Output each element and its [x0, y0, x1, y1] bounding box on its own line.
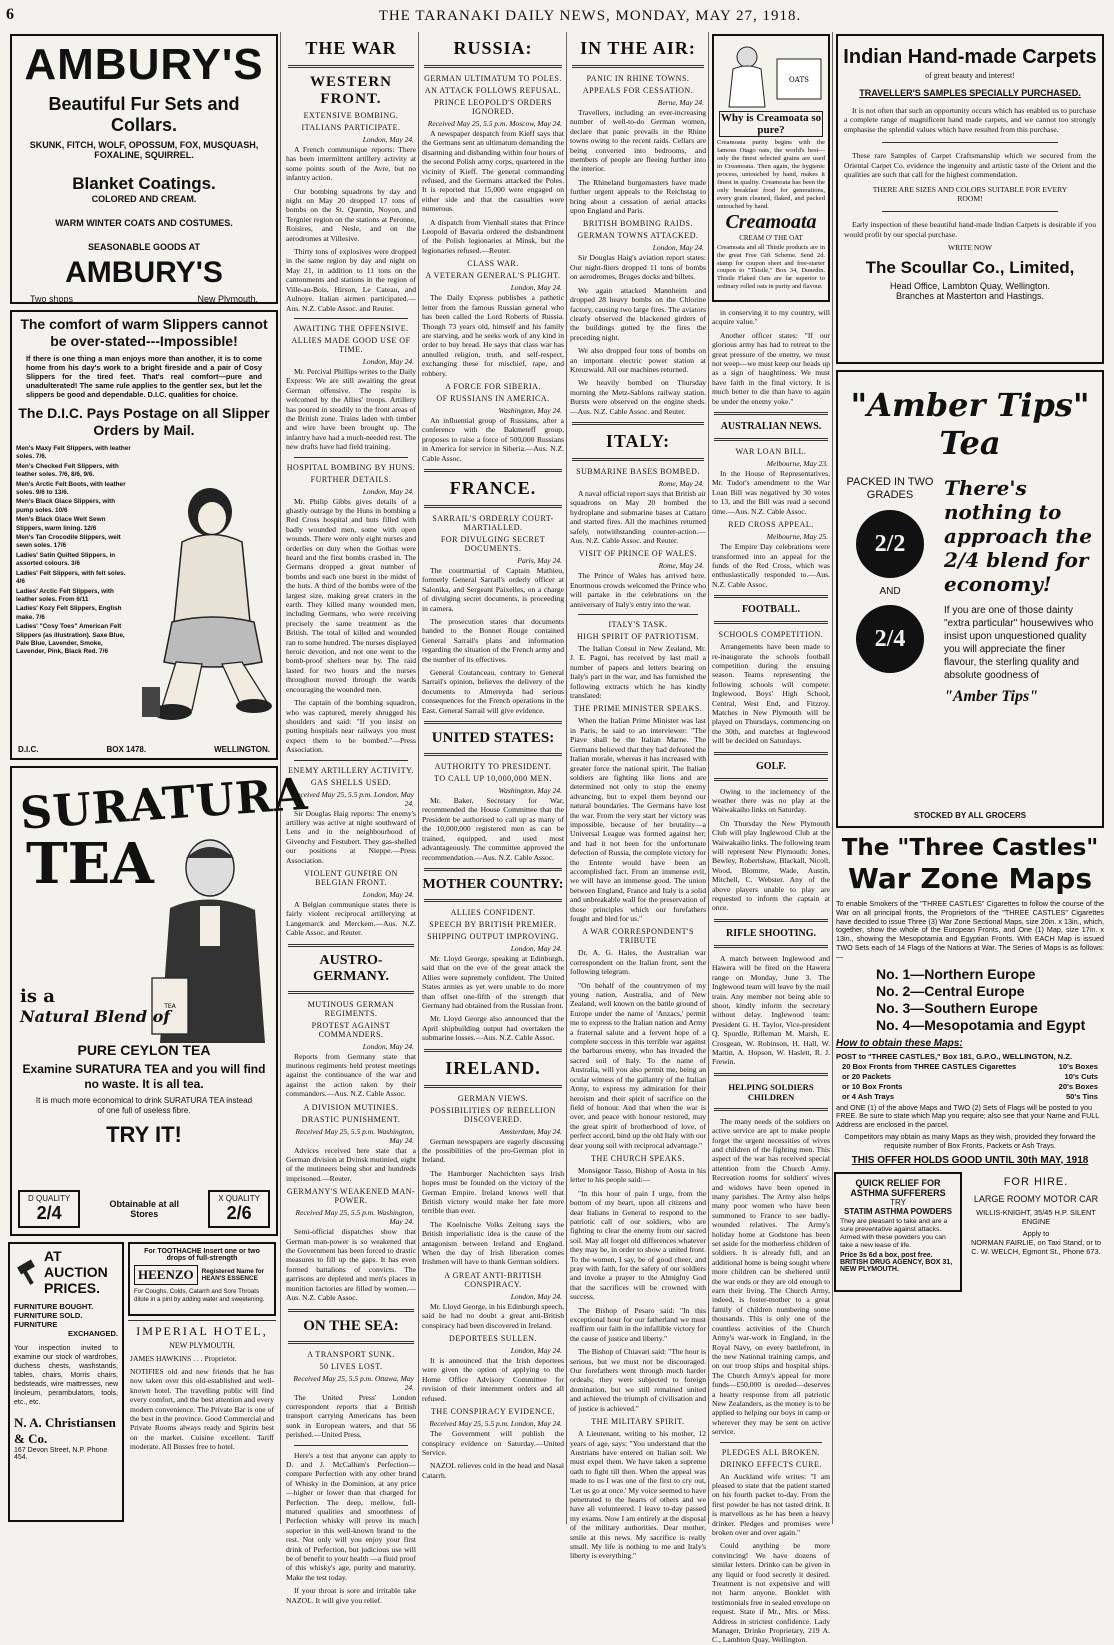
castles-title-1: The "Three Castles" [841, 835, 1099, 861]
castles-row-cell: or 10 Box Fronts [842, 1081, 903, 1091]
hire-title: FOR HIRE. [1003, 1175, 1069, 1188]
subhead: SPEECH BY BRITISH PREMIER. [429, 919, 557, 929]
paragraph: A match between Inglewood and Hawera will be fired on the Hawera range on Monday, June 3. The Inglewood team will leave by the mail train. Any member not being able to shoot, kindly inform the secretary without delay. Inglewood team: President G. H. Taylor, Vice-president Q. Spurdle, Rifleman M. Marsh, E. Crosgean, W. Robinson, H. Hall, W. Martin, A. Hopson, W. Haslett, R. J. Frewin. [712, 953, 830, 1067]
scoullar-branches: Branches at Masterton and Hastings. [895, 291, 1045, 302]
d-quality-label: D QUALITY [28, 1194, 71, 1203]
hotel-name: IMPERIAL HOTEL, [136, 1324, 268, 1338]
section-on-the-sea: ON THE SEA: [303, 1317, 399, 1334]
paragraph: German newspapers are eagerly discussing the possibilities of the pro-German plot in Ireland. [422, 1136, 564, 1165]
paragraph: On Thursday the New Plymouth Club will play Inglewood Club at the Waiwakaiho links. The following team will represent New Plymouth: Jones, Bewley, Robertshaw, Blackall, Nicoll, Wood, Blomme, Wade, Austin, Mitchell, C. Webster. Any of the above players unable to play are requested to inform the captain at once. [712, 818, 830, 913]
scoullar-firm: The Scoullar Co., Limited, [865, 258, 1075, 278]
paragraph: The United Press' London correspondent reports that a British transport carrying Americans has been sunk in European waters, and that 56 perished.—United Press. [286, 1392, 416, 1440]
section-western-front: WESTERN FRONT. [309, 74, 393, 107]
subhead: SCHOOLS COMPETITION. [718, 630, 824, 640]
ambury-ad [10, 34, 278, 304]
suratura-brand: SURATURA [18, 768, 310, 840]
list-item: Men's Black Glace Welt Sewn Slippers, warm lining. 12/6 [16, 516, 106, 532]
asthma-ad [834, 1172, 962, 1292]
masthead [0, 0, 1114, 30]
subhead: GERMANY'S WEAKENED MAN-POWER. [286, 1187, 416, 1206]
section-france: FRANCE. [449, 477, 537, 498]
amber-slogan: There's nothing to approach the 2/4 blend for economy! [944, 476, 1092, 596]
ambury-seasonable: SEASONABLE GOODS AT [87, 242, 200, 252]
amber-packed: PACKED IN TWO GRADES [846, 476, 934, 501]
paragraph: We also dropped four tons of bombs on an important electric power station at Kreuzwald. All our machines returned. [570, 346, 706, 374]
subhead: VISIT OF PRINCE OF WALES. [578, 549, 698, 559]
ambury-blanket: Blanket Coatings. [72, 174, 216, 193]
dateline: Rome, May 24. [658, 478, 704, 488]
castles-row-cell: 20 Box Fronts from THREE CASTLES Cigarettes [842, 1061, 1017, 1071]
paragraph: A dispatch from Vienhall states that Prince Leopold of Bavaria ordered the disbandment of the Polish legionaries at Minsk, but the legionaries refused.—Reuter. [422, 217, 564, 255]
subhead: SARRAIL'S ORDERLY COURT-MARTIALLED. [432, 513, 554, 532]
creamoata-ad [712, 34, 830, 302]
list-item: Ladies' "Cosy Toes" American Felt Slippers (as illustration). Saxe Blue, Pale Blue, Lavender, Smoke, Lavender, Pink, Black Red. 7/6 [16, 623, 125, 656]
carpets-samples: TRAVELLER'S SAMPLES SPECIALLY PURCHASED. [859, 88, 1081, 98]
section-the-war: THE WAR [305, 38, 397, 58]
dateline: London, May 24. [652, 243, 704, 253]
dateline: Paris, May 24. [517, 555, 562, 565]
page-number: 6 [6, 6, 14, 23]
dic-price-list [16, 445, 134, 657]
subhead: MUTINOUS GERMAN REGIMENTS. [307, 999, 395, 1018]
section-austro-germany: AUSTRO-GERMANY. [312, 952, 390, 984]
paragraph: Mr. Lloyd George, speaking at Edinburgh, said that on the eve of the great attack the Allies were supremely confident. The United States armies as yet were unable to do more than offset one-fifth of the strength that Germany had obtained from the Russian front. [422, 953, 564, 1010]
auction-ad [8, 1242, 124, 1522]
creamoata-tagline: CREAM O' THE OAT [739, 234, 803, 242]
paragraph: The prosecution states that documents handed to the Bonnet Rouge contained General Sarrail's plans and information regarding the situation of the French army and the number of its effectives. [422, 617, 564, 664]
dateline: Melbourne, May 23. [766, 459, 828, 469]
subhead: GERMAN ULTIMATUM TO POLES. [424, 74, 562, 83]
table-row [842, 1072, 1098, 1081]
creamoata-brand: Creamoata [725, 211, 817, 233]
subhead: HIGH SPIRIT OF PATRIOTISM. [577, 632, 699, 642]
paragraph: When the Italian Prime Minister was last in Paris, he said to an interviewer: "The Piave shall be the Italian Marne. The Germans believed that they had defeated the Italian morale, whereas it has increased with greater force the national spirit. The Italian soldiers are fighting like lions and are determined not only to stop the enemy advancing, but to expel them beyond our natural boundaries. The Germans have lost the war. From the very start her victory was impossible, because of her brutality—a Universal League was formed against her; and had it not been for the unfortunate defection of Russia, the complete victory for the Entente would have been an accomplished fact. From an immense evil, we will have an immense good. The union between England, France and Italy is a solid and unbreakable wall for the preservation of those principles which our forefathers fought and bled for us." [570, 716, 706, 923]
subhead: ENEMY ARTILLERY ACTIVITY. [288, 765, 414, 775]
dateline: London, May 24. [362, 889, 414, 899]
x-quality-price: 2/6 [226, 1203, 252, 1223]
suratura-pure: PURE CEYLON TEA [77, 1042, 211, 1058]
carpets-paragraph-2: These rare Samples of Carpet Craftsmanship which we secured from the Oriental Carpet Co. evidence the ingenuity and artistic taste of the Orient and the qualities are such that call for the highest commendation. [844, 151, 1096, 180]
hire-apply: Apply to [1022, 1228, 1050, 1238]
paragraph: NAZOL relieves cold in the head and Nasal Catarrh. [422, 1461, 564, 1480]
dateline: London, May 24. [362, 1041, 414, 1051]
paragraph: "In this hour of pain I urge, from the bottom of my heart, upon all citizens and dear Italians in General to respond to the patriotic call of our soldiers, who are fighting to clear the enemy from our sacred soil. May all forget old differences whatever they may be, in order to show a united front. To the women, I say, be of good cheer, and pray with faith, for the safety of our soldiers and invoke a prayer to the Almighty God that the sacrifices will be crowned with success. [570, 1188, 706, 1302]
paragraph: It is announced that the Irish deportees were given the option of applying to the Home Office Advisory Committee for revision of their internment orders and all refused. [422, 1356, 564, 1403]
castles-row-cell: 10's Boxes [1058, 1061, 1098, 1071]
column-russia [420, 32, 567, 1524]
castles-row-cell: 20's Boxes [1058, 1081, 1098, 1091]
ambury-fur-types: SKUNK, FITCH, WOLF, OPOSSUM, FOX, MUSQUASH, FOXALINE, SQUIRREL. [29, 140, 259, 160]
dateline: Received May 25, 5.5 p.m. Ottawa, May 24. [293, 1373, 414, 1392]
subhead: FURTHER DETAILS. [310, 474, 392, 484]
subhead: PRINCE LEOPOLD'S ORDERS IGNORED. [434, 98, 552, 116]
list-item: Men's Checked Felt Slippers, with leather soles. 7/6, 8/6, 9/6. [16, 462, 119, 479]
paragraph: If your throat is sore and irritable take NAZOL. It will give you relief. [286, 1586, 416, 1605]
suratura-tea-ad [10, 766, 310, 1236]
hire-alt: C. W. WELCH, Egmont St., Phone 673. [971, 1246, 1101, 1256]
paragraph: Arrangements have been made to re-inaugurate the schools football competition during the ensuing season. Teams representing the following schools will compete: Inglewood, Boys' High School, Central, West End, and Fitzroy. Matches in New Plymouth will be played on Thursdays, commencing on the 30th, and matches at Inglewood will be decided on Saturdays. [712, 642, 830, 746]
column-adverts-left [8, 32, 310, 1524]
dateline: London, May 24. [510, 1291, 562, 1301]
dateline: Amsterdam, May 24. [499, 1126, 562, 1136]
ambury-name-bottom: AMBURY'S [65, 256, 223, 289]
subhead: GAS SHELLS USED. [310, 777, 392, 787]
asthma-agent: BRITISH DRUG AGENCY, BOX 31, NEW PLYMOUTH. [840, 1258, 953, 1273]
castles-post: POST to "THREE CASTLES," Box 181, G.P.O., WELLINGTON, N.Z. [836, 1051, 1073, 1061]
paragraph: The courtmartial of Captain Mathieu, formerly General Sarrail's orderly officer at Salonika, and Sergeant Paixelles, on a charge of divulging secret documents, is proceeding in camera. [422, 565, 564, 613]
paragraph: The Rhineland burgomasters have made further urgent appeals to the Reichstag to bring about a cessation of aerial attacks upon England and Paris. [570, 177, 706, 216]
column-news-right [710, 32, 833, 1645]
paragraph: The many needs of the soldiers on active service are apt to make people forget the urgent necessities of wives and children of the fighting men. This aspect of the war has received special attention from the Church Army. Recreation rooms for soldiers' wives and widows have been opened in many parishes. The Army also helps many poor women who have been summoned to France to see badly-wounded relatives. The Army's holiday home at Godstone has been set aside for the motherless children of soldiers. It is already full, and an additional home is being sought where more children can be sheltered until the war ends or they are old enough to earn their living. The Church Army, indeed, is foster-mother to a great family of children numbering some thousands. This is only one of the countless activities of the Church Army's war-work in England, in the Royal Navy, on every battlefront, in the new National training camps, and on our troop ships and hospital ships. The Church Army's appeal for more funds—£50,000 is needed—deserves a hearty response from all patriotic New Zealanders, as the money is to be applied to helping our boys in camp or wherever they may be sent on active service. [712, 1116, 830, 1437]
subhead: ITALY'S TASK. [608, 620, 668, 630]
paragraph: Mr. Lloyd George also announced that the April shipbuilding output had overtaken the submarine losses.—Aus. N.Z. Cable Assoc. [422, 1014, 564, 1043]
column-adverts-right [834, 32, 1106, 1524]
svg-text:OATS: OATS [789, 76, 809, 84]
section-mother-country: MOTHER COUNTRY: [422, 876, 564, 892]
castles-title-2: War Zone Maps [847, 862, 1092, 895]
dateline: London, May 24. [362, 135, 414, 144]
paragraph: The Bishop of Pesaro said: "In this exceptional hour for our fatherland we must reaffirm our faith in the infallible victory for the cause of justice and liberty." [570, 1305, 706, 1343]
auction-bought: FURNITURE BOUGHT. [14, 1302, 94, 1311]
subhead: ALLIES CONFIDENT. [450, 907, 536, 917]
newspaper-title: THE TARANAKI DAILY NEWS, MONDAY, MAY 27, 1918. [378, 8, 802, 24]
paragraph: in conserving it to my country, will acquire value." [712, 308, 830, 327]
table-row [842, 1092, 1098, 1101]
hotel-proprietor: JAMES HAWKINS . . . Proprietor. [130, 1354, 237, 1363]
paragraph: The Italian Consul in New Zealand, Mr. J. E. Pagni, has received by last mail a number of papers and letters bearing on Italy's part in the war, and has furnished the following extracts which he has kindly translated: [570, 644, 706, 701]
subhead: THE CHURCH SPEAKS. [591, 1153, 685, 1163]
subhead: WAR LOAN BILL. [735, 447, 807, 457]
table-row [842, 1062, 1098, 1071]
heenzo-top: For TOOTHACHE Insert one or two drops of full-strength [144, 1248, 260, 1262]
list-item: Ladies' Arctic Felt Slippers, with leather soles. From 6/11 [16, 587, 114, 603]
x-quality-label: X QUALITY [218, 1194, 260, 1203]
ambury-two-shops: Two shops [30, 294, 74, 304]
paragraph: The Hamburger Nachrichten says Irish hopes must be founded on the victory of the German Empire. Ireland knows well that British victory would make her fate more terrible than ever. [422, 1168, 564, 1216]
dateline: Melbourne, May 25. [766, 532, 828, 542]
dateline: London, May 24. [510, 1346, 562, 1356]
paragraph: Another officer states: "If our glorious army has had to retreat to the great pressure of the enemy, we must not weep—we must keep our heads up as a sign of haughtiness. We must have faith in the final victory. It is much better to die than have to again be under the enemy yoke." [712, 330, 830, 406]
auction-sold: FURNITURE SOLD. [14, 1311, 83, 1320]
paragraph: Sir Douglas Haig's aviation report states: Our night-fliers dropped 11 tons of bombs on aerodromes, Bruges docks and billets. [570, 253, 706, 282]
paragraph: Dr. A. G. Hales, the Australian war correspondent on the Italian front, sent the following telegram. [570, 948, 706, 977]
three-castles-ad [836, 834, 1104, 1166]
castles-row-cell: 50's Tins [1065, 1091, 1098, 1101]
creamoata-footer: Creamoata and all Thistle products are in the great Free Gift Scheme. Send 2d. stamp for coupon sheet and free-starter coupon to "Thistle," Box 34, Dunedin. Thistle Flaked Oats are far superior to ordinary rolled oats in purity and flavour. [717, 244, 825, 290]
castles-map-3: No. 3—Southern Europe [876, 999, 1038, 1016]
paragraph: Mr. Baker, Secretary for War, recommended the House Committee that the President be authorised to call up as many of the 10,000,000 registered men as can be trained, equipped, and used most advantageously. The committee approved the recommendation.—Aus. N.Z. Cable Assoc. [422, 796, 564, 862]
asthma-product: STATIM ASTHMA POWDERS [844, 1206, 952, 1216]
auction-hammer-icon [14, 1257, 44, 1287]
scoullar-head-office: Head Office, Lambton Quay, Wellington. [889, 281, 1051, 292]
dateline: Berne, May 24. [657, 98, 704, 107]
subhead: A TRANSPORT SUNK. [307, 1349, 395, 1359]
subhead: OF RUSSIANS IN AMERICA. [436, 393, 550, 403]
subhead: THE PRIME MINISTER SPEAKS. [573, 704, 703, 714]
dic-intro: If there is one thing a man enjoys more than another, it is to come home from his day's work to a bright fireside and a pair of Cosy Slippers for the tired feet. That's real comfort—pure and unadulterated! The same rule applies to the gentler sex, but let the slippers be good and dependable. D.I.C. qualities for choice. [26, 354, 262, 399]
dic-postage: The D.I.C. Pays Postage on all Slipper Orders by Mail. [18, 405, 270, 438]
hire-model: WILLIS-KNIGHT, 35/45 H.P. SILENT ENGINE [976, 1207, 1096, 1226]
subhead: DEPORTEES SULLEN. [448, 1334, 538, 1344]
section-football: FOOTBALL. [741, 604, 801, 616]
paragraph: Travellers, including an ever-increasing number of well-to-do German women, declare that panic prevails in the Rhine towns owing to the recent raids. Cellars are being converted into bedrooms, and members of people are fleeing further into the interior. [570, 108, 706, 174]
subhead: AUTHORITY TO PRESIDENT. [434, 762, 552, 772]
ambury-fur-sets: Beautiful Fur Sets and Collars. [48, 94, 240, 135]
obtainable-label: Obtainable at all Stores [109, 1199, 179, 1219]
dateline: Received May 25, 5.5 p.m. London, May 24. [292, 789, 414, 808]
paragraph: The captain of the bombing squadron, who was captured, merely shrugged his shoulders and said: "If you insist on putting hospitals near railways you must expect them to be bombed."—Press Association. [286, 698, 416, 755]
section-italy: ITALY: [605, 430, 671, 451]
amber-and: AND [879, 586, 901, 597]
dateline: Received May 25, 5.5 p.m. Moscow, May 24. [427, 119, 562, 128]
subhead: THE MILITARY SPIRIT. [591, 1417, 685, 1427]
paragraph: Could anything be more convincing! We have dozens of similar letters. Drinko can be given in any liquid or food secretly it desired. Treatment is not expensive and will not harm anyone. Booklet with testimonials free in sealed envelope on request. State if Mr., Mrs. or Miss. Address in strictest confidence. Lady Manager, Drinko Proprietary, 219 A. C., Lambton Quay, Wellington. [712, 1541, 830, 1645]
cook-with-pot-illustration [717, 39, 827, 109]
subhead: 50 LIVES LOST. [319, 1361, 383, 1371]
asthma-try: TRY [890, 1197, 906, 1207]
dateline: Received May 25, 5.5 p.m. Washington, May 24. [295, 1208, 414, 1227]
paragraph: A newspaper despatch from Kieff says that the Germans sent an ultimatum demanding the disarming and disbanding within four hours of the second Polish army corps, quartered in the vicinity of Kieff. The general commanding refused, and the Germans attacked the Poles. It is reported that 15,000 were engaged on either side and that the casualties were numerous. [422, 129, 564, 214]
carpets-write-now: WRITE NOW [947, 243, 993, 253]
hire-name: NORMAN FAIRLIE, on Taxi Stand, or to [970, 1237, 1102, 1247]
amber-price-2: 2/4 [856, 605, 924, 673]
auction-headline: AT AUCTION PRICES. [44, 1248, 108, 1296]
dateline: London, May 24. [510, 943, 562, 953]
dic-headline: The comfort of warm Slippers cannot be over-stated---Impossible! [20, 316, 268, 349]
castles-flags: and ONE (1) of the above Maps and TWO (2) Sets of Flags will be posted to you FREE. Be sure to state which Map you require; also see that your Name and FULL Address are enclosed in the parcel. [836, 1102, 1100, 1130]
carpets-title: Indian Hand-made Carpets [843, 46, 1097, 68]
dic-slippers-ad [10, 310, 278, 760]
subhead: EXTENSIVE BOMBING. [303, 111, 399, 120]
carpets-subtitle: of great beauty and interest! [925, 71, 1015, 80]
suratura-blend: Natural Blend of [20, 1007, 171, 1026]
suratura-economy: It is much more economical to drink SURATURA TEA instead of one full of useless fibre. [35, 1096, 253, 1115]
dic-footer-box: BOX 1478. [106, 745, 147, 754]
section-helping-soldiers: HELPING SOLDIERS CHILDREN [728, 1081, 814, 1102]
carpets-sizes: THERE ARE SIZES AND COLORS SUITABLE FOR EVERY ROOM! [872, 185, 1068, 204]
subhead: AN ATTACK FOLLOWS REFUSAL. [424, 86, 562, 95]
subhead: A DIVISION MUTINIES. [303, 1102, 399, 1112]
auction-furniture: FURNITURE [14, 1320, 58, 1329]
d-quality-price: 2/4 [36, 1203, 62, 1223]
subhead: CLASS WAR. [467, 259, 519, 269]
section-in-the-air: IN THE AIR: [580, 38, 696, 58]
castles-how: How to obtain these Maps: [836, 1037, 963, 1049]
castles-row-cell: 10's Cuts [1064, 1071, 1098, 1081]
section-russia: RUSSIA: [453, 38, 533, 58]
subhead: ITALIANS PARTICIPATE. [301, 123, 401, 132]
ambury-colored: COLORED AND CREAM. [91, 194, 197, 204]
hotel-body: NOTIFIES old and new friends that he has now taken over this old-established and well-known hotel. The travelling public will find every comfort, and the best attention and every modern convenience. The Private Bar is one of the best in the province. Good Commercial and Private Rooms always ready and Spirits best on the market. Cuisine excellent. Tariff moderate. All Busses free to hotel. [130, 1367, 274, 1452]
castles-body: To enable Smokers of the "THREE CASTLES" Cigarettes to follow the course of the War on all principal fronts, the Proprietors of the "THREE CASTLES" Cigarettes have decided to issue Three (3) War Zone Sectional Maps, size 20in. x 13in., which, together, show the whole of the European Fronts, and One (1) Map, size 17in. x 13in., showing the Mesopotamia and Egyptian Fronts. With EACH Map is issued TWO Sets each of 14 Flags of the Nations at War. The Series of Maps is as follows:— [836, 899, 1104, 961]
paragraph: Owing to the inclemency of the weather there was no play at the Waiwakaiho links on Saturday. [712, 786, 830, 815]
subhead: PLEDGES ALL BROKEN. [721, 1447, 821, 1457]
section-golf: GOLF. [756, 760, 786, 772]
ambury-location: New Plymouth. [197, 294, 258, 304]
paragraph: Thirty tons of explosives were dropped in the same region by day and night on May 21, in addition to 11 tons on the cantonments and stations in the region of Ville-au-Bois, Hirson, Le Cateau, and Aulnoye. Italian airmen participated.—Aus. N.Z. Cable Assoc. and Reuter. [286, 247, 416, 313]
paragraph: An Auckland wife writes: "I am pleased to state that the patient started on his fourth packet to-day. From the first powder he has not tasted drink. It is marvellous as he has been a heavy drinker. Pledges and promises were broken over and over again." [712, 1471, 830, 1537]
subhead: APPEALS FOR CESSATION. [582, 86, 694, 95]
column-the-war [284, 32, 419, 1605]
paragraph: Mr. Philip Gibbs gives details of a ghastly outrage by the Huns in bombing a Red Cross hospital and huts filled with badly wounded men, some with open wounds. There were only eight nurses and orderlies on duty when the Gothas were heard and the first bombs crashed in. The Germans dropped a great number of bombs and each one burst in the midst of the huts. A third of the bombs were of the largest size, making great craters in the earth. They killed many wounded men, including Germans, who were receiving precisely the same treatment as the British. The total of killed and wounded ran to some hundred. The nurses displayed heroic devotion, and not one went to the bomb-proof shelters near by. The raid lasted for two hours and the nurses throughout moved through the wards encouraging the wounded men. [286, 496, 416, 694]
subhead: A VETERAN GENERAL'S PLIGHT. [425, 271, 561, 281]
paragraph: In the House of Representatives, Mr. Tudor's amendment to the War Loan Bill was negatived by 30 votes to 13, and the Bill was read a second time.—Aus. N.Z. Cable Assoc. [712, 469, 830, 516]
paragraph: A Belgian communique states there is fairly violent reciprocal artillerying at Langemarck and Merckem.—Aus. N.Z. Cable Assoc. and Reuter. [286, 899, 416, 938]
castles-map-4: No. 4—Mesopotamia and Egypt [876, 1016, 1086, 1033]
amber-tips-ad [836, 370, 1104, 828]
subhead: VIOLENT GUNFIRE ON BELGIAN FRONT. [304, 868, 398, 887]
paragraph: A French communique reports: There has been intermittent artillery activity at some points south of the Avre, but no infantry action. [286, 145, 416, 183]
paragraph: The Prince of Wales has arrived here. Enormous crowds welcomed the Prince who will partake in the celebrations on the anniversary of Italy's entry into the war. [570, 571, 706, 609]
paragraph: We heavily bombed on Thursday morning the Metz-Sablons railway station. Bursts were observed on the engine sheds.—Aus. N.Z. Cable Assoc. and Reuter. [570, 378, 706, 416]
list-item: Men's Black Glace Slippers, with pump soles. 10/6 [16, 498, 116, 514]
asthma-body: They are pleasant to take and are a sure preventative against attacks. Armed with these powders you can take a new lease of life. [840, 1217, 948, 1249]
subhead: RED CROSS APPEAL. [728, 520, 814, 530]
heenzo-body: For Coughs, Colds, Catarrh and Sore Throats dilute in a pint by adding water and sweetening. [134, 1288, 265, 1303]
section-rifle-shooting: RIFLE SHOOTING. [725, 927, 817, 939]
suratura-isa: is a [20, 986, 55, 1007]
subhead: AWAITING THE OFFENSIVE. [293, 323, 409, 333]
creamoata-body: Creamoata purity begins with the famous Otago oats, the world's best—only the finest selected grains are used in Creamoata. Then again, the hygienic process, untouched by hand, makes it finest in quality. Creamoata has been the only breakfast food for generations, every grain cleaned, flaked, and packed untouched by hand. [717, 139, 825, 210]
paragraph: A naval official report says that British air squadrons on May 20 bombed the hydroplane and submarine bases at Cattaro and started fires. All the machines returned safely, notwithstanding counter-action.—Aus. N.Z. Cable Assoc. and Reuter. [570, 488, 706, 545]
paragraph: Semi-official dispatches show that German man-power is so weakened that the Government has been forced to drastic measures to fill up the gaps. It has even formed battalions of convicts. The garrisons are depleted and men's places in munition factories are filled by women.—Aus. N.Z. Cable Assoc. [286, 1227, 416, 1303]
paragraph: Here's a test that anyone can apply to D. and J. McCallum's Perfection—compare Perfection with any other brand of Whisky in the Dominion, at any price —higher or lower than that charged for Perfection. The deep, mellow, full-matured qualities and smoothness of Perfection whisky will prove its much superior in this well-known brand to the rest. Not only will you enjoy your first drink of Perfection, but judicious use will be of benefit to your health —a fluid proof of this whisky's age, purity and maturity. Make the test today. [286, 1450, 416, 1582]
subhead: FOR DIVULGING SECRET DOCUMENTS. [440, 534, 546, 553]
subhead: GERMAN VIEWS. [457, 1093, 529, 1103]
list-item: Men's Tan Crocodile Slippers, welt sewn soles. 17/6 [16, 534, 121, 550]
paragraph: An influential group of Russians, after a conference with the Bakmeteff group, proposes to raise a force of 500,000 Russians in America for service in Siberia.—Aus. N.Z. Cable Assoc. [422, 415, 564, 463]
dic-footer-name: D.I.C. [18, 745, 39, 754]
ambury-name: AMBURY'S [24, 40, 264, 89]
amber-tips-brand: "Amber Tips" Tea [850, 386, 1090, 462]
subhead: THE CONSPIRACY EVIDENCE. [431, 1407, 555, 1417]
amber-stocked: STOCKED BY ALL GROCERS [913, 811, 1027, 820]
carpets-ad [836, 34, 1104, 364]
subhead: SUBMARINE BASES BOMBED. [576, 466, 700, 476]
paragraph: Our bombing squadrons by day and night on May 20 dropped 17 tons of bombs on the St. Quentin, Noyon, and Tergnier region on the stations at Peronne, Roisires, and Nesle, and on the aerodromes at Villesive. [286, 186, 416, 243]
paragraph: The Koelnische Volks Zeitung says the British imperialistic idea is the cause of the antagonism between Ireland and England. When the day of Irish liberation comes Irishmen will have to thank German soldiers. [422, 1219, 564, 1267]
list-item: Ladies' Kozy Felt Slippers, English make. 7/6 [16, 605, 122, 621]
subhead: GERMAN TOWNS ATTACKED. [577, 231, 699, 241]
castles-map-1: No. 1—Northern Europe [876, 965, 1036, 982]
dateline: Received May 25, 5.5 p.m. London, May 24. [429, 1419, 562, 1429]
subhead: DRINKO EFFECTS CURE. [720, 1459, 822, 1469]
dateline: London, May 24. [362, 486, 414, 496]
amber-price-1: 2/2 [856, 510, 924, 578]
carpets-paragraph-3: Early inspection of these beautiful hand-made Indian Carpets is desirable if you would profit by our special purchase. [844, 220, 1096, 239]
section-australian-news: AUSTRALIAN NEWS. [720, 421, 822, 433]
creamoata-question: Why is Creamoata so pure? [720, 112, 822, 136]
subhead: DRASTIC PUNISHMENT. [301, 1114, 401, 1124]
list-item: Men's Arctic Felt Boots, with leather soles. 9/6 to 13/6. [16, 480, 126, 497]
subhead: SHIPPING OUTPUT IMPROVING. [427, 931, 559, 941]
dateline: London, May 24. [510, 283, 562, 293]
asthma-price: Price 3s 6d a box, post free. [840, 1251, 933, 1259]
subhead: A WAR CORRESPONDENT'S TRIBUTE [582, 927, 694, 946]
subhead: TO CALL UP 10,000,000 MEN. [434, 774, 552, 784]
paragraph: General Coutanceau, contrary to General Sarrail's opinion, believes the delivery of the documents to Almereyda had serious consequences for the French operations in the East. General Sarrail will give evidence. [422, 668, 564, 715]
asthma-title: QUICK RELIEF FOR ASTHMA SUFFERERS [850, 1177, 946, 1198]
section-united-states: UNITED STATES: [431, 730, 555, 747]
subhead: A FORCE FOR SIBERIA. [445, 381, 541, 391]
castles-row-cell: or 20 Packets [842, 1071, 891, 1081]
subhead: HOSPITAL BOMBING BY HUNS. [286, 462, 416, 472]
dateline: Washington, May 24. [498, 405, 562, 415]
paragraph: Mr. Lloyd George, in his Edinburgh speech, said he had no doubt a great anti-British conspiracy had been discovered in Ireland. [422, 1301, 564, 1330]
heenzo-registered: Registered Name for HEAN'S ESSENCE [201, 1268, 265, 1282]
dateline: Received May 25, 5.5 p.m. Washington, May 24. [295, 1126, 414, 1145]
for-hire-ad [966, 1172, 1106, 1292]
list-item: Ladies' Felt Slippers, with felt soles. 4/6 [16, 569, 126, 586]
list-item: Ladies' Satin Quilted Slippers, in assorted colours. 3/6 [16, 551, 116, 568]
subhead: ALLIES MADE GOOD USE OF TIME. [291, 335, 411, 354]
section-ireland: IRELAND. [445, 1057, 541, 1078]
castles-row-cell: or 4 Ash Trays [842, 1091, 895, 1101]
amber-name: "Amber Tips" [944, 688, 1039, 705]
castles-map-2: No. 2—Central Europe [876, 982, 1025, 999]
paragraph: Sir Douglas Haig reports: The enemy's artillery was active at night southward of Lens and in the neighbourhood of Givenchy and Festubert. They gas-shelled our positions at Nieppe.—Press Association. [286, 808, 416, 865]
table-row [842, 1082, 1098, 1091]
paragraph: The Government will publish the conspiracy evidence on Saturday.—United Service. [422, 1429, 564, 1457]
paragraph: The Empire Day celebrations were transformed into an appeal for the funds of the Red Cross, which was enthusiastically responded to.—Aus. N.Z. Cable Assoc. [712, 542, 830, 589]
dateline: London, May 24. [362, 356, 414, 366]
suratura-examine: Examine SURATURA TEA and you will find no waste. It is all tea. [22, 1062, 266, 1091]
lady-in-slippers-illustration [142, 472, 272, 732]
auction-firm: N. A. Christiansen & Co. [14, 1415, 116, 1446]
hire-car: LARGE ROOMY MOTOR CAR [973, 1193, 1099, 1204]
castles-competitors: Competitors may obtain as many Maps as they wish, provided they forward the requisite number of Box Fronts, Packets or Ash Trays. [844, 1131, 1096, 1150]
paragraph: We again attacked Mannheim and dropped 28 heavy bombs on the Chlorine factory, causing two large fires. The aviators clearly observed the blackened girders of the buildings gutted by the fires the preceding night. [570, 285, 706, 342]
dateline: Rome, May 24. [658, 561, 704, 571]
dateline: Washington, May 24. [498, 786, 562, 796]
paragraph: Advices received here state that a German division at Dvinsk mutinied, eight of the mutineers being shot and hundreds imprisoned.—Reuter. [286, 1145, 416, 1183]
heenzo-ad [128, 1242, 276, 1316]
column-in-the-air [568, 32, 709, 1561]
ambury-winter: WARM WINTER COATS AND COSTUMES. [55, 218, 233, 228]
hotel-town: NEW PLYMOUTH. [169, 1341, 235, 1350]
carpets-paragraph-1: It is not often that such an opportunity occurs which has enabled us to purchase a complete range of magnificent hand made carpets, and we cannot too strongly emphasise the splendid values which have resulted from this purchase. [844, 106, 1096, 134]
subhead: PROTEST AGAINST COMMANDERS. [311, 1020, 391, 1039]
heenzo-brand: HEENZO [134, 1265, 198, 1285]
subhead: POSSIBILITIES OF REBELLION DISCOVERED. [430, 1105, 556, 1124]
imperial-hotel-ad [128, 1320, 276, 1452]
paragraph: A Lieutenant, writing to his mother, 12 years of age, says: "You understand that the Austrians have entered on Italian soil. We must expel them. We have taken a supreme oath to fight till then. When the appeal was made to us I was one of the first to cry out, 'Let us go at once.' My voice seemed to have penetrated to the hearts of others and we have all volunteered. I leave to-day passed my exams. Now I am entirely at the disposal of the military authorities. Dear mother, smile at this news. My sacrifice is really small. My life is nothing to me and Italy's liberty is everything." [570, 1429, 707, 1561]
dic-footer-city: WELLINGTON. [214, 745, 270, 754]
suratura-try: TRY IT! [106, 1122, 182, 1147]
list-item: Men's Maxy Felt Slippers, with leather soles. 7/6. [16, 445, 131, 461]
subhead: PANIC IN RHINE TOWNS. [586, 74, 690, 83]
suratura-tea-word: TEA [26, 831, 154, 897]
subhead: BRITISH BOMBING RAIDS. [583, 219, 693, 229]
paragraph: The Bishop of Chiavari said: "The hour is serious, but we must not be discouraged. Our forefathers went through much harder ordeals; they were subjected to foreign domination, but we still remained united and achieved the triumph of civilisation and of justice is achieved." [570, 1347, 706, 1413]
paragraph: Reports from Germany state that mutinous regiments held protest meetings against the continuance of the war and against the action taken by their commanders.—Aus. N.Z. Cable Assoc. [286, 1051, 416, 1099]
svg-text:TEA: TEA [164, 1003, 176, 1010]
paragraph: Monsignor Tasso, Bishop of Aosta in his letter to his people said:— [570, 1165, 706, 1185]
paragraph: "On behalf of the countrymen of my young nation, Australia, and of New Zealand, well known on the battle ground of Europe under the name of 'Anzacs,' permit me to express to the Italian nation and Army a fraternal salute and a fervent hope of a complete success in this terrible war against the barbarous enemy, who has invaded the sacred soil of Italy. To the name of Australia, will you also permit me, being an ocular witness of the gallantry of the Italian Army, to express my admiration for their heroism and their spirit of sacrifice on the field of honour. And that when the war is over, and peace with honour restored, may the great spirit of brotherhood of love, of perfect accord, bind up the old Italy with our dear young soil with reciprocal advantage." [570, 980, 707, 1150]
subhead: A GREAT ANTI-BRITISH CONSPIRACY. [444, 1270, 542, 1289]
castles-offer: THIS OFFER HOLDS GOOD UNTIL 30th MAY, 1918 [851, 1154, 1089, 1166]
auction-body: Your inspection invited to examine our stock of wardrobes, duchess chests, washstands, tables, chairs, Morris chairs, bedsteads, wire mattresses, new linoleum, perambulators, tools, etc., etc. [14, 1345, 118, 1406]
paragraph: The Daily Express publishes a pathetic letter from the famous Russian general who has been called the Lord Roberts of Russia. Though 73 years old, himself and his family are starving, and he seeks work of any kind in order to buy bread. He says that class war has annulled religion, truth, and self-respect, exchanging these for mischief, rape, and robbery. [422, 293, 564, 378]
auction-exchanged: EXCHANGED. [67, 1329, 118, 1338]
amber-body: If you are one of those dainty "extra particular" housewives who insist upon unquestioned quality you will appreciate the finer flavour, the sterling quality and absolute goodness of [944, 605, 1094, 681]
paragraph: Mr. Percival Phillips writes to the Daily Express: We are still awaiting the great German offensive. The respite is welcomed by the Allies' troops. Artillery has poured in steadily to the front areas of the British zone. Trains laden with timber and wire have been brought up. The infantry have had a much-needed rest. The new drafts have had field training. [286, 366, 416, 452]
auction-address: 167 Devon Street, N.P. Phone 454. [14, 1447, 108, 1461]
